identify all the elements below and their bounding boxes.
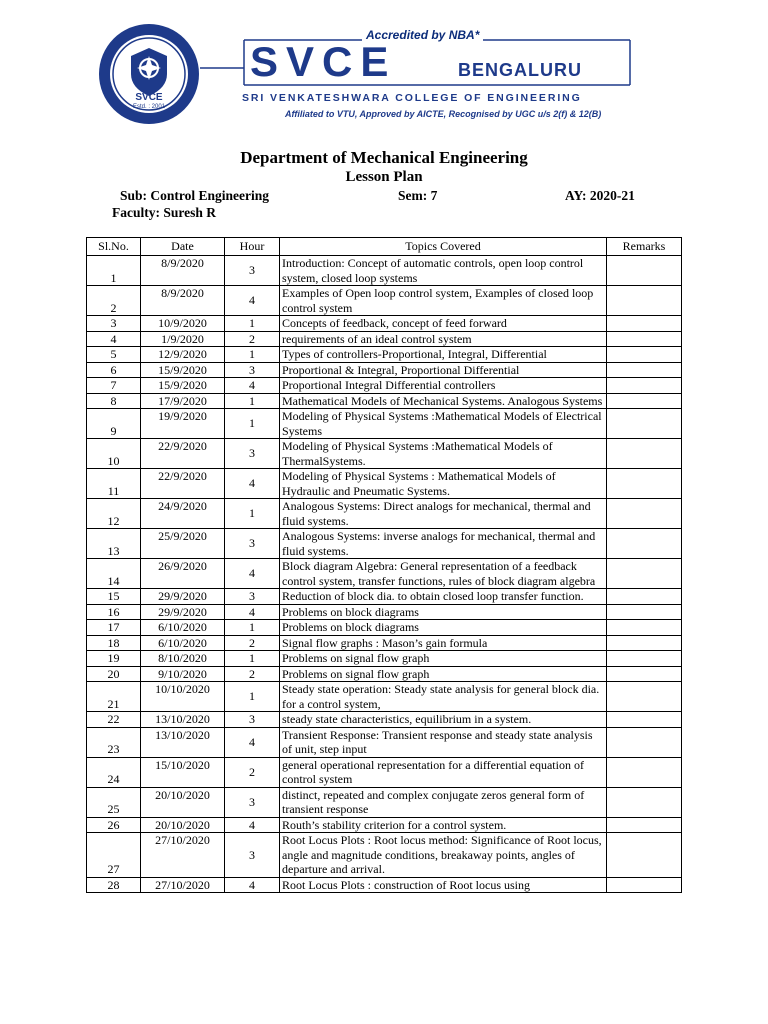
cell-remarks	[607, 682, 682, 712]
cell-sl: 2	[87, 286, 141, 316]
cell-remarks	[607, 499, 682, 529]
academic-year-label: AY: 2020-21	[565, 188, 635, 203]
cell-date: 17/9/2020	[141, 393, 225, 409]
table-row	[87, 331, 682, 347]
cell-sl: 10	[87, 439, 141, 469]
cell-hour: 4	[225, 286, 280, 316]
table-row	[87, 439, 682, 469]
cell-topic: Proportional Integral Differential controllers	[280, 378, 607, 394]
cell-hour: 2	[225, 666, 280, 682]
lesson-plan-rows	[87, 256, 682, 893]
table-row	[87, 620, 682, 636]
cell-sl: 16	[87, 604, 141, 620]
cell-hour: 1	[225, 316, 280, 332]
cell-hour: 4	[225, 877, 280, 893]
table-row	[87, 378, 682, 394]
cell-remarks	[607, 331, 682, 347]
cell-sl: 7	[87, 378, 141, 394]
table-row	[87, 682, 682, 712]
cell-hour: 1	[225, 347, 280, 363]
table-row	[87, 817, 682, 833]
cell-topic: Root Locus Plots : Root locus method: Significance of Root locus, angle and magnitude conditions, breakaway points, angles of departure and arrival.	[280, 833, 607, 878]
cell-remarks	[607, 604, 682, 620]
table-row	[87, 757, 682, 787]
cell-sl: 14	[87, 559, 141, 589]
cell-date: 8/9/2020	[141, 286, 225, 316]
table-row	[87, 787, 682, 817]
cell-hour: 2	[225, 635, 280, 651]
header-hour: Hour	[225, 238, 280, 256]
cell-remarks	[607, 286, 682, 316]
cell-date: 13/10/2020	[141, 712, 225, 728]
table-row	[87, 529, 682, 559]
cell-date: 8/9/2020	[141, 256, 225, 286]
cell-date: 9/10/2020	[141, 666, 225, 682]
cell-remarks	[607, 347, 682, 363]
cell-hour: 3	[225, 439, 280, 469]
cell-sl: 13	[87, 529, 141, 559]
cell-remarks	[607, 469, 682, 499]
cell-remarks	[607, 316, 682, 332]
cell-hour: 3	[225, 833, 280, 878]
semester-label: Sem: 7	[398, 188, 438, 203]
table-header-row	[87, 238, 682, 256]
cell-hour: 1	[225, 499, 280, 529]
cell-hour: 1	[225, 651, 280, 667]
cell-date: 8/10/2020	[141, 651, 225, 667]
college-emblem-icon	[97, 22, 201, 126]
cell-date: 26/9/2020	[141, 559, 225, 589]
cell-date: 6/10/2020	[141, 620, 225, 636]
cell-hour: 1	[225, 620, 280, 636]
cell-date: 20/10/2020	[141, 787, 225, 817]
cell-hour: 2	[225, 331, 280, 347]
cell-sl: 9	[87, 409, 141, 439]
cell-remarks	[607, 439, 682, 469]
accreditation-text: Accredited by NBA*	[362, 28, 483, 42]
cell-hour: 1	[225, 409, 280, 439]
cell-sl: 24	[87, 757, 141, 787]
college-name: SRI VENKATESHWARA COLLEGE OF ENGINEERING	[242, 92, 582, 104]
cell-remarks	[607, 635, 682, 651]
table-row	[87, 635, 682, 651]
cell-topic: steady state characteristics, equilibrium in a system.	[280, 712, 607, 728]
brand-name: SVCE	[250, 38, 397, 85]
cell-sl: 15	[87, 589, 141, 605]
table-row	[87, 727, 682, 757]
cell-sl: 23	[87, 727, 141, 757]
cell-hour: 3	[225, 529, 280, 559]
cell-topic: Reduction of block dia. to obtain closed loop transfer function.	[280, 589, 607, 605]
cell-topic: Problems on block diagrams	[280, 604, 607, 620]
cell-topic: distinct, repeated and complex conjugate zeros general form of transient response	[280, 787, 607, 817]
cell-remarks	[607, 833, 682, 878]
cell-hour: 4	[225, 559, 280, 589]
cell-remarks	[607, 589, 682, 605]
document-title: Lesson Plan	[345, 169, 423, 185]
table-row	[87, 712, 682, 728]
header-topics: Topics Covered	[280, 238, 607, 256]
cell-date: 12/9/2020	[141, 347, 225, 363]
cell-sl: 18	[87, 635, 141, 651]
cell-date: 20/10/2020	[141, 817, 225, 833]
header-sl-no: Sl.No.	[87, 238, 141, 256]
cell-sl: 17	[87, 620, 141, 636]
header-date: Date	[141, 238, 225, 256]
cell-date: 29/9/2020	[141, 589, 225, 605]
cell-topic: Block diagram Algebra: General representation of a feedback control system, transfer functions, rules of block diagram algebra	[280, 559, 607, 589]
cell-sl: 26	[87, 817, 141, 833]
cell-hour: 3	[225, 589, 280, 605]
cell-topic: Transient Response: Transient response and steady state analysis of unit, step input	[280, 727, 607, 757]
cell-remarks	[607, 409, 682, 439]
cell-date: 27/10/2020	[141, 833, 225, 878]
cell-hour: 4	[225, 817, 280, 833]
cell-sl: 3	[87, 316, 141, 332]
table-row	[87, 393, 682, 409]
table-row	[87, 499, 682, 529]
table-row	[87, 833, 682, 878]
cell-topic: Analogous Systems: Direct analogs for mechanical, thermal and fluid systems.	[280, 499, 607, 529]
cell-hour: 3	[225, 712, 280, 728]
cell-sl: 22	[87, 712, 141, 728]
cell-remarks	[607, 529, 682, 559]
cell-topic: Concepts of feedback, concept of feed forward	[280, 316, 607, 332]
affiliation-text: Affiliated to VTU, Approved by AICTE, Recognised by UGC u/s 2(f) & 12(B)	[285, 109, 602, 119]
table-row	[87, 362, 682, 378]
lesson-plan-table	[86, 237, 682, 893]
cell-date: 22/9/2020	[141, 469, 225, 499]
cell-hour: 4	[225, 378, 280, 394]
cell-hour: 4	[225, 604, 280, 620]
cell-remarks	[607, 877, 682, 893]
faculty-label: Faculty: Suresh R	[112, 205, 217, 220]
cell-remarks	[607, 362, 682, 378]
cell-topic: Problems on signal flow graph	[280, 666, 607, 682]
brand-city: BENGALURU	[458, 60, 582, 80]
cell-sl: 5	[87, 347, 141, 363]
header-remarks: Remarks	[607, 238, 682, 256]
cell-remarks	[607, 666, 682, 682]
cell-topic: Problems on signal flow graph	[280, 651, 607, 667]
cell-date: 15/9/2020	[141, 378, 225, 394]
cell-date: 22/9/2020	[141, 439, 225, 469]
cell-topic: Mathematical Models of Mechanical Systems. Analogous Systems	[280, 393, 607, 409]
table-row	[87, 469, 682, 499]
cell-remarks	[607, 787, 682, 817]
table-row	[87, 286, 682, 316]
cell-topic: Root Locus Plots : construction of Root locus using	[280, 877, 607, 893]
cell-remarks	[607, 256, 682, 286]
cell-topic: general operational representation for a differential equation of control system	[280, 757, 607, 787]
cell-remarks	[607, 712, 682, 728]
cell-date: 15/9/2020	[141, 362, 225, 378]
table-row	[87, 651, 682, 667]
cell-sl: 6	[87, 362, 141, 378]
cell-hour: 3	[225, 362, 280, 378]
cell-topic: Modeling of Physical Systems :Mathematical Models of Electrical Systems	[280, 409, 607, 439]
cell-topic: Proportional & Integral, Proportional Differential	[280, 362, 607, 378]
cell-hour: 1	[225, 682, 280, 712]
cell-date: 13/10/2020	[141, 727, 225, 757]
emblem-name: SVCE	[135, 92, 163, 103]
cell-date: 29/9/2020	[141, 604, 225, 620]
table-row	[87, 316, 682, 332]
cell-topic: Types of controllers-Proportional, Integral, Differential	[280, 347, 607, 363]
cell-date: 1/9/2020	[141, 331, 225, 347]
cell-topic: Modeling of Physical Systems :Mathematical Models of ThermalSystems.	[280, 439, 607, 469]
cell-date: 27/10/2020	[141, 877, 225, 893]
cell-topic: Modeling of Physical Systems : Mathematical Models of Hydraulic and Pneumatic Systems.	[280, 469, 607, 499]
table-row	[87, 604, 682, 620]
cell-sl: 21	[87, 682, 141, 712]
cell-sl: 20	[87, 666, 141, 682]
table-row	[87, 589, 682, 605]
cell-date: 25/9/2020	[141, 529, 225, 559]
cell-topic: Signal flow graphs : Mason’s gain formula	[280, 635, 607, 651]
cell-remarks	[607, 817, 682, 833]
table-row	[87, 877, 682, 893]
table-row	[87, 256, 682, 286]
table-row	[87, 559, 682, 589]
cell-hour: 1	[225, 393, 280, 409]
department-title: Department of Mechanical Engineering	[240, 148, 528, 167]
cell-date: 10/10/2020	[141, 682, 225, 712]
cell-sl: 25	[87, 787, 141, 817]
cell-remarks	[607, 727, 682, 757]
cell-sl: 8	[87, 393, 141, 409]
emblem-estd: Estd. : 2001	[132, 104, 166, 110]
cell-sl: 11	[87, 469, 141, 499]
cell-topic: Problems on block diagrams	[280, 620, 607, 636]
cell-topic: requirements of an ideal control system	[280, 331, 607, 347]
cell-sl: 4	[87, 331, 141, 347]
subject-label: Sub: Control Engineering	[120, 188, 270, 203]
cell-topic: Analogous Systems: inverse analogs for mechanical, thermal and fluid systems.	[280, 529, 607, 559]
cell-remarks	[607, 651, 682, 667]
cell-hour: 4	[225, 727, 280, 757]
cell-remarks	[607, 559, 682, 589]
cell-hour: 4	[225, 469, 280, 499]
cell-sl: 27	[87, 833, 141, 878]
cell-remarks	[607, 393, 682, 409]
cell-sl: 12	[87, 499, 141, 529]
cell-remarks	[607, 378, 682, 394]
cell-sl: 28	[87, 877, 141, 893]
cell-sl: 1	[87, 256, 141, 286]
cell-hour: 2	[225, 757, 280, 787]
cell-remarks	[607, 757, 682, 787]
cell-date: 15/10/2020	[141, 757, 225, 787]
cell-date: 19/9/2020	[141, 409, 225, 439]
table-row	[87, 666, 682, 682]
cell-date: 24/9/2020	[141, 499, 225, 529]
college-letterhead	[0, 0, 768, 135]
cell-date: 6/10/2020	[141, 635, 225, 651]
cell-hour: 3	[225, 256, 280, 286]
cell-topic: Steady state operation: Steady state analysis for general block dia. for a control system,	[280, 682, 607, 712]
cell-remarks	[607, 620, 682, 636]
table-row	[87, 347, 682, 363]
table-row	[87, 409, 682, 439]
cell-hour: 3	[225, 787, 280, 817]
cell-topic: Routh’s stability criterion for a control system.	[280, 817, 607, 833]
cell-sl: 19	[87, 651, 141, 667]
cell-topic: Introduction: Concept of automatic controls, open loop control system, closed loop systems	[280, 256, 607, 286]
cell-date: 10/9/2020	[141, 316, 225, 332]
cell-topic: Examples of Open loop control system, Examples of closed loop control system	[280, 286, 607, 316]
